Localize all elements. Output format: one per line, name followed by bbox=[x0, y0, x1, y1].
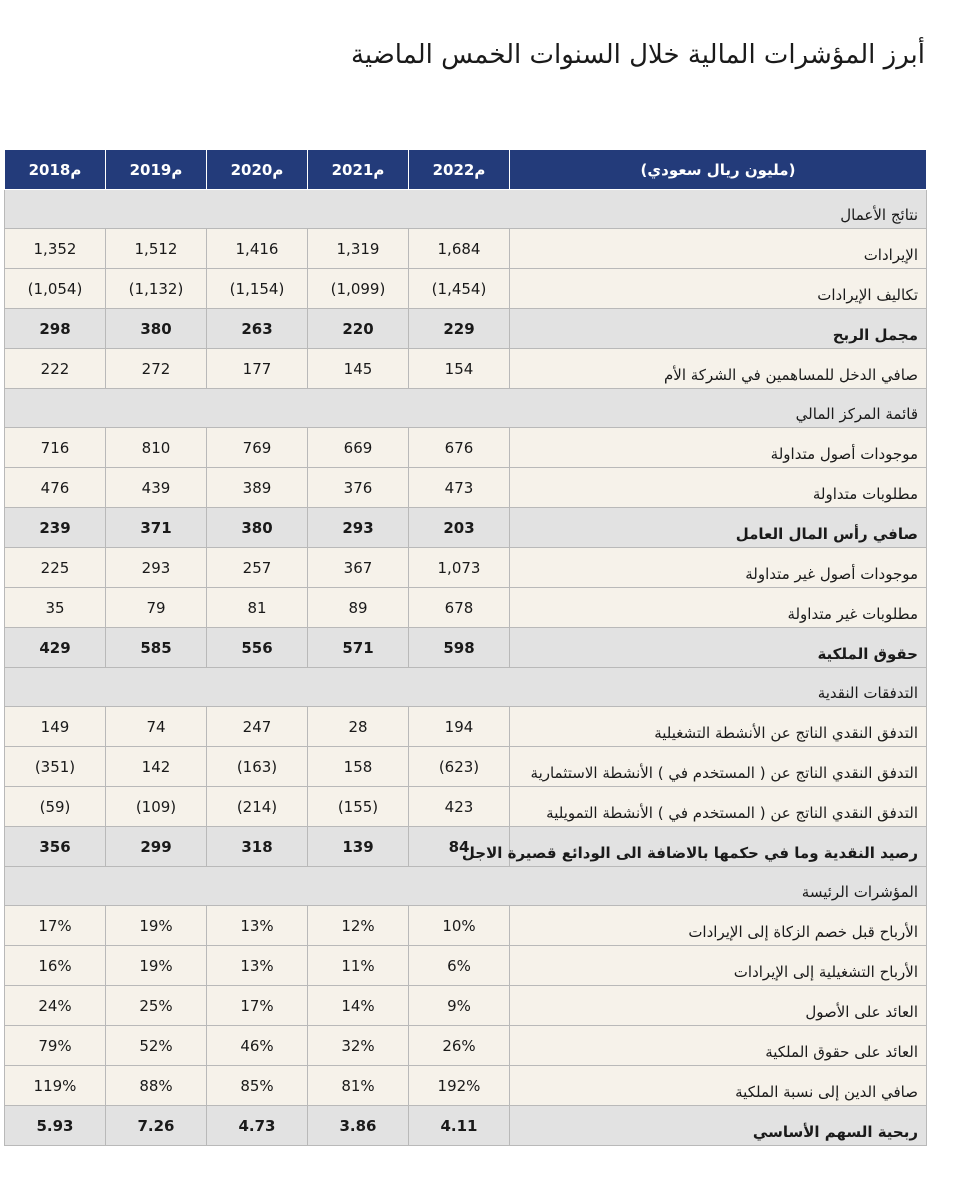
header-year-2022: 2022م bbox=[409, 150, 510, 190]
financial-indicators-table bbox=[4, 149, 927, 1146]
row-label: موجودات أصول متداولة bbox=[510, 428, 927, 468]
row-label: صافي رأس المال العامل bbox=[510, 508, 927, 548]
value-cell: 239 bbox=[5, 508, 106, 548]
value-cell: 380 bbox=[207, 508, 308, 548]
value-cell: 52% bbox=[106, 1026, 207, 1066]
value-cell: (1,054) bbox=[5, 269, 106, 309]
value-cell: 678 bbox=[409, 588, 510, 628]
value-cell: 371 bbox=[106, 508, 207, 548]
value-cell: 1,073 bbox=[409, 548, 510, 588]
value-cell: (1,454) bbox=[409, 269, 510, 309]
value-cell: (623) bbox=[409, 747, 510, 787]
value-cell: 220 bbox=[308, 309, 409, 349]
value-cell: 389 bbox=[207, 468, 308, 508]
header-year-2018: 2018م bbox=[5, 150, 106, 190]
value-cell: 716 bbox=[5, 428, 106, 468]
value-cell: 1,416 bbox=[207, 229, 308, 269]
table-body bbox=[5, 190, 927, 1146]
value-cell: 194 bbox=[409, 707, 510, 747]
row-label: الأرباح التشغيلية إلى الإيرادات bbox=[510, 946, 927, 986]
row-label: تكاليف الإيرادات bbox=[510, 269, 927, 309]
row-label: حقوق الملكية bbox=[510, 628, 927, 668]
value-cell: 74 bbox=[106, 707, 207, 747]
value-cell: 9% bbox=[409, 986, 510, 1026]
table-row bbox=[5, 508, 927, 548]
value-cell: 1,684 bbox=[409, 229, 510, 269]
value-cell: 669 bbox=[308, 428, 409, 468]
table-row bbox=[5, 1066, 927, 1106]
value-cell: 5.93 bbox=[5, 1106, 106, 1146]
value-cell: 598 bbox=[409, 628, 510, 668]
row-label: التدفق النقدي الناتج عن الأنشطة التشغيلية bbox=[510, 707, 927, 747]
value-cell: 380 bbox=[106, 309, 207, 349]
table-row bbox=[5, 428, 927, 468]
value-cell: (1,099) bbox=[308, 269, 409, 309]
value-cell: 192% bbox=[409, 1066, 510, 1106]
header-year-2020: 2020م bbox=[207, 150, 308, 190]
value-cell: 24% bbox=[5, 986, 106, 1026]
value-cell: 17% bbox=[5, 906, 106, 946]
value-cell: 298 bbox=[5, 309, 106, 349]
value-cell: 19% bbox=[106, 906, 207, 946]
value-cell: 293 bbox=[106, 548, 207, 588]
page-title: أبرز المؤشرات المالية خلال السنوات الخمس الماضية bbox=[350, 40, 925, 70]
value-cell: 4.11 bbox=[409, 1106, 510, 1146]
value-cell: 28 bbox=[308, 707, 409, 747]
value-cell: 17% bbox=[207, 986, 308, 1026]
value-cell: 35 bbox=[5, 588, 106, 628]
table-row bbox=[5, 986, 927, 1026]
value-cell: 423 bbox=[409, 787, 510, 827]
table-row bbox=[5, 548, 927, 588]
value-cell: 476 bbox=[5, 468, 106, 508]
value-cell: 229 bbox=[409, 309, 510, 349]
row-label: مطلوبات غير متداولة bbox=[510, 588, 927, 628]
section-header-row bbox=[5, 190, 927, 229]
table-row bbox=[5, 309, 927, 349]
value-cell: 177 bbox=[207, 349, 308, 389]
value-cell: 158 bbox=[308, 747, 409, 787]
value-cell: 46% bbox=[207, 1026, 308, 1066]
table-row bbox=[5, 827, 927, 867]
value-cell: 222 bbox=[5, 349, 106, 389]
value-cell: 32% bbox=[308, 1026, 409, 1066]
value-cell: 4.73 bbox=[207, 1106, 308, 1146]
row-label: التدفق النقدي الناتج عن ( المستخدم في ) الأنشطة الاستثمارية bbox=[510, 747, 927, 787]
table-row bbox=[5, 628, 927, 668]
table-header-row bbox=[5, 150, 927, 190]
row-label: الأرباح قبل خصم الزكاة إلى الإيرادات bbox=[510, 906, 927, 946]
value-cell: 11% bbox=[308, 946, 409, 986]
value-cell: 85% bbox=[207, 1066, 308, 1106]
row-label: الإيرادات bbox=[510, 229, 927, 269]
value-cell: 376 bbox=[308, 468, 409, 508]
value-cell: 1,512 bbox=[106, 229, 207, 269]
value-cell: (214) bbox=[207, 787, 308, 827]
table-row bbox=[5, 707, 927, 747]
table-row bbox=[5, 747, 927, 787]
table-row bbox=[5, 1026, 927, 1066]
value-cell: 119% bbox=[5, 1066, 106, 1106]
section-header-row bbox=[5, 389, 927, 428]
table-row bbox=[5, 1106, 927, 1146]
section-header-row bbox=[5, 668, 927, 707]
row-label: ربحية السهم الأساسي bbox=[510, 1106, 927, 1146]
value-cell: 13% bbox=[207, 946, 308, 986]
row-label: صافي الدين إلى نسبة الملكية bbox=[510, 1066, 927, 1106]
row-label: صافي الدخل للمساهمين في الشركة الأم bbox=[510, 349, 927, 389]
table-row bbox=[5, 906, 927, 946]
value-cell: 7.26 bbox=[106, 1106, 207, 1146]
value-cell: 356 bbox=[5, 827, 106, 867]
value-cell: 81% bbox=[308, 1066, 409, 1106]
value-cell: 439 bbox=[106, 468, 207, 508]
row-label: مجمل الربح bbox=[510, 309, 927, 349]
value-cell: 571 bbox=[308, 628, 409, 668]
table-row bbox=[5, 229, 927, 269]
value-cell: (1,132) bbox=[106, 269, 207, 309]
value-cell: 225 bbox=[5, 548, 106, 588]
table-row bbox=[5, 468, 927, 508]
value-cell: 88% bbox=[106, 1066, 207, 1106]
value-cell: (351) bbox=[5, 747, 106, 787]
row-label: العائد على حقوق الملكية bbox=[510, 1026, 927, 1066]
section-header-row bbox=[5, 867, 927, 906]
value-cell: 19% bbox=[106, 946, 207, 986]
value-cell: 149 bbox=[5, 707, 106, 747]
value-cell: 89 bbox=[308, 588, 409, 628]
table-row bbox=[5, 946, 927, 986]
value-cell: 79 bbox=[106, 588, 207, 628]
header-year-2019: 2019م bbox=[106, 150, 207, 190]
value-cell: 318 bbox=[207, 827, 308, 867]
value-cell: 142 bbox=[106, 747, 207, 787]
table-row bbox=[5, 349, 927, 389]
section-title: التدفقات النقدية bbox=[5, 668, 927, 707]
value-cell: 1,352 bbox=[5, 229, 106, 269]
value-cell: 810 bbox=[106, 428, 207, 468]
value-cell: 247 bbox=[207, 707, 308, 747]
value-cell: 293 bbox=[308, 508, 409, 548]
value-cell: 257 bbox=[207, 548, 308, 588]
value-cell: 145 bbox=[308, 349, 409, 389]
value-cell: 272 bbox=[106, 349, 207, 389]
value-cell: 84 bbox=[409, 827, 510, 867]
value-cell: 16% bbox=[5, 946, 106, 986]
value-cell: 556 bbox=[207, 628, 308, 668]
section-title: نتائج الأعمال bbox=[5, 190, 927, 229]
row-label: العائد على الأصول bbox=[510, 986, 927, 1026]
value-cell: 79% bbox=[5, 1026, 106, 1066]
value-cell: 6% bbox=[409, 946, 510, 986]
value-cell: 139 bbox=[308, 827, 409, 867]
header-unit-label: (مليون ريال سعودي) bbox=[510, 150, 927, 190]
value-cell: (163) bbox=[207, 747, 308, 787]
value-cell: 1,319 bbox=[308, 229, 409, 269]
value-cell: 81 bbox=[207, 588, 308, 628]
value-cell: (59) bbox=[5, 787, 106, 827]
value-cell: 13% bbox=[207, 906, 308, 946]
value-cell: 154 bbox=[409, 349, 510, 389]
value-cell: 10% bbox=[409, 906, 510, 946]
value-cell: 676 bbox=[409, 428, 510, 468]
value-cell: 26% bbox=[409, 1026, 510, 1066]
value-cell: (109) bbox=[106, 787, 207, 827]
value-cell: (1,154) bbox=[207, 269, 308, 309]
row-label: التدفق النقدي الناتج عن ( المستخدم في ) الأنشطة التمويلية bbox=[510, 787, 927, 827]
header-year-2021: 2021م bbox=[308, 150, 409, 190]
value-cell: 769 bbox=[207, 428, 308, 468]
value-cell: 25% bbox=[106, 986, 207, 1026]
table-row bbox=[5, 588, 927, 628]
row-label: موجودات أصول غير متداولة bbox=[510, 548, 927, 588]
section-title: المؤشرات الرئيسة bbox=[5, 867, 927, 906]
value-cell: 585 bbox=[106, 628, 207, 668]
row-label: مطلوبات متداولة bbox=[510, 468, 927, 508]
section-title: قائمة المركز المالي bbox=[5, 389, 927, 428]
value-cell: 263 bbox=[207, 309, 308, 349]
value-cell: 12% bbox=[308, 906, 409, 946]
value-cell: 429 bbox=[5, 628, 106, 668]
value-cell: 367 bbox=[308, 548, 409, 588]
table-row bbox=[5, 787, 927, 827]
value-cell: 203 bbox=[409, 508, 510, 548]
value-cell: 3.86 bbox=[308, 1106, 409, 1146]
row-label: رصيد النقدية وما في حكمها بالاضافة الى الودائع قصيرة الاجل bbox=[510, 827, 927, 867]
value-cell: 14% bbox=[308, 986, 409, 1026]
value-cell: (155) bbox=[308, 787, 409, 827]
value-cell: 299 bbox=[106, 827, 207, 867]
value-cell: 473 bbox=[409, 468, 510, 508]
table-row bbox=[5, 269, 927, 309]
